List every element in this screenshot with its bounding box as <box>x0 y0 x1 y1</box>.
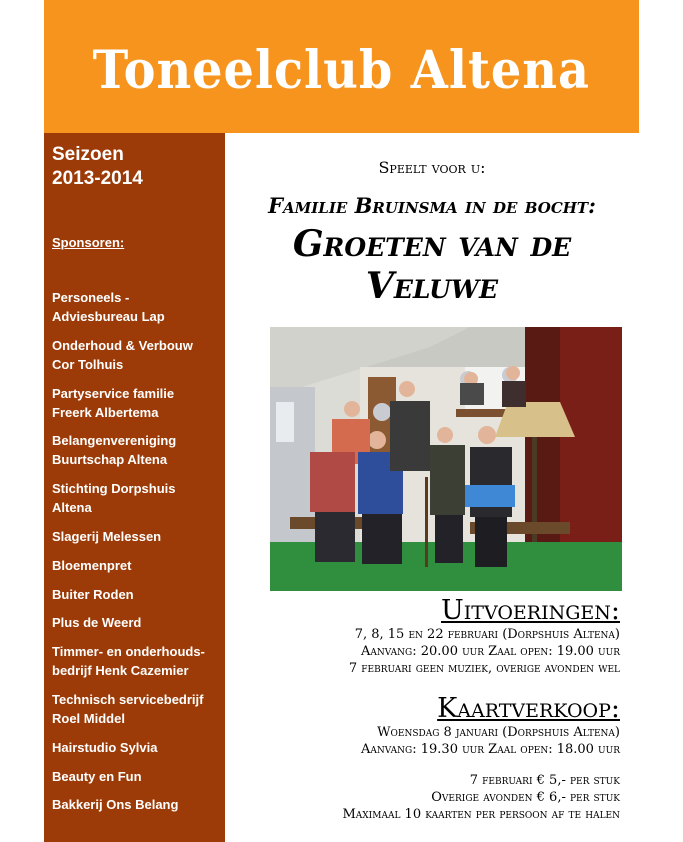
sponsor-item <box>52 767 222 786</box>
sponsor-line: Cor Tolhuis <box>52 356 124 372</box>
sponsor-line: Plus de Weerd <box>52 615 142 631</box>
sponsor-line: Belangenvereniging <box>52 433 177 449</box>
sponsor-line: Buiter Roden <box>52 586 134 602</box>
ticket-limit: Maximaal 10 kaarten per persoon af te halen <box>342 807 620 822</box>
main-content <box>232 133 632 842</box>
cast-photo <box>270 327 622 591</box>
performances-times: Aanvang: 20.00 uur Zaal open: 19.00 uur <box>361 644 620 659</box>
sponsor-item <box>52 738 222 757</box>
ticket-sales-section <box>230 694 620 758</box>
sponsor-line: Adviesbureau Lap <box>52 309 165 324</box>
cast-photo-image <box>270 327 622 591</box>
ticket-sales-date: Woensdag 8 januari (Dorpshuis Altena) <box>377 725 620 740</box>
show-subtitle: Familie Bruinsma in de bocht: <box>268 193 596 218</box>
sponsor-line: Onderhoud & Verbouw <box>52 337 193 353</box>
sponsor-item <box>52 288 222 326</box>
sponsor-line: Technisch servicebedrijf <box>52 691 204 707</box>
price-feb7: 7 februari € 5,- per stuk <box>469 773 620 788</box>
sponsor-line: Freerk Albertema <box>52 404 159 420</box>
sponsor-line: Roel Middel <box>52 710 125 726</box>
intro-text: Speelt voor u: <box>378 158 486 177</box>
sponsor-line: Buurtschap Altena <box>52 452 168 468</box>
price-other-evenings: Overige avonden € 6,- per stuk <box>431 790 620 805</box>
ticket-sales-heading: Kaartverkoop: <box>437 693 620 724</box>
header-banner <box>44 0 639 133</box>
performances-section <box>230 596 620 677</box>
sponsor-item <box>52 613 222 632</box>
sponsor-line: Personeels - <box>52 290 130 305</box>
sponsor-item <box>52 642 222 680</box>
sponsor-line: Beauty en Fun <box>52 768 142 784</box>
show-title <box>232 223 632 307</box>
sponsors-heading: Sponsoren: <box>52 235 125 250</box>
sponsor-line: Slagerij Melessen <box>52 528 162 544</box>
sponsor-line: Timmer- en onderhouds- <box>52 644 205 660</box>
performances-heading: Uitvoeringen: <box>441 595 620 626</box>
sponsor-line: Bloemenpret <box>52 557 132 573</box>
sponsor-item <box>52 431 222 469</box>
sponsor-line: Altena <box>52 500 92 516</box>
sponsor-item <box>52 527 222 546</box>
page-title: Toneelclub Altena <box>92 40 591 101</box>
season-label <box>52 143 143 191</box>
sponsor-line: Bakkerij Ons Belang <box>52 797 179 813</box>
season-years: 2013-2014 <box>52 168 143 189</box>
sponsor-line: Hairstudio Sylvia <box>52 739 158 755</box>
sponsor-line: Partyservice familie <box>52 385 175 401</box>
season-word: Seizoen <box>52 144 124 165</box>
sponsor-item <box>52 556 222 575</box>
sidebar <box>44 133 225 842</box>
sponsor-list <box>52 288 222 824</box>
sponsor-line: Stichting Dorpshuis <box>52 481 176 497</box>
sponsor-item <box>52 336 222 374</box>
performances-music-note: 7 februari geen muziek, overige avonden wel <box>348 661 620 676</box>
sponsor-item <box>52 384 222 422</box>
prices-section <box>230 772 620 823</box>
performances-dates: 7, 8, 15 en 22 februari (Dorpshuis Altena) <box>354 627 620 642</box>
show-title-line-2: Veluwe <box>365 265 499 307</box>
sponsor-item <box>52 479 222 517</box>
sponsor-item <box>52 585 222 604</box>
sponsor-item <box>52 690 222 728</box>
ticket-sales-times: Aanvang: 19.30 uur Zaal open: 18.00 uur <box>361 742 620 757</box>
sponsor-item <box>52 795 222 814</box>
sponsor-line: bedrijf Henk Cazemier <box>52 663 189 679</box>
show-title-line-1: Groeten van de <box>292 223 572 265</box>
